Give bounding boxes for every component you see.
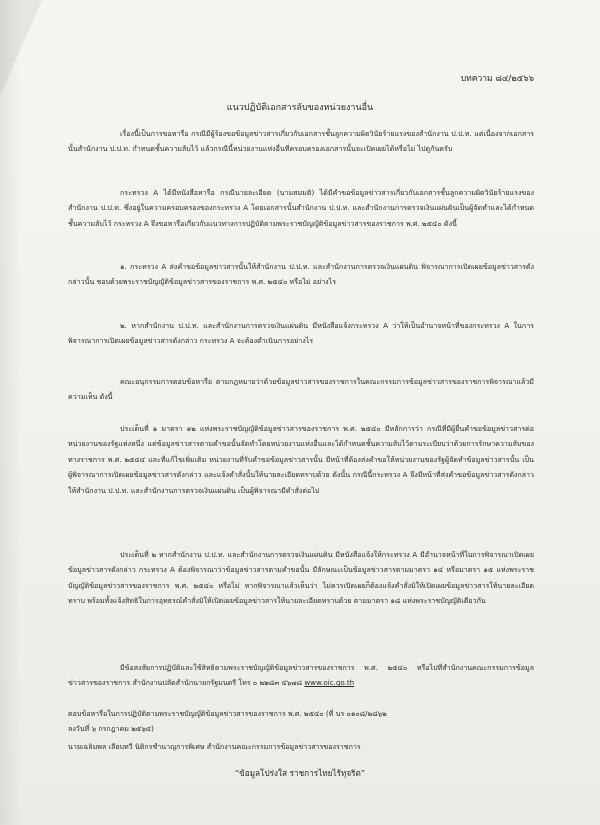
document-title: แนวปฏิบัติเอกสารลับของหน่วยงานอื่น xyxy=(226,103,374,113)
question-one-paragraph: ๑. กระทรวง A ส่งคำขอข้อมูลข่าวสารนั้นให้สำนักงาน ป.ป.ท. และสำนักงานการตรวจเงินแผ่นดิน พิจารณาการเปิดเผยข้อมูลข่าวสารดังกล่าวนั้น ชอบด้วยพระราชบัญญัติข้อมูลข่าวสารของราชการ พ.ศ. ๒๕๔๐ หรือไม่ อย่างไร xyxy=(68,262,534,287)
reference-line-2: ลงวันที่ ๖ กรกฎาคม ๒๕๖๔) xyxy=(68,724,154,734)
contact-phone: โทร ๐ ๒๒๘๓ ๔๖๗๘ xyxy=(238,678,303,688)
contact-paragraph xyxy=(68,660,534,691)
question-two-paragraph: ๒. หากสำนักงาน ป.ป.ท. และสำนักงานการตรวจเงินแผ่นดิน มีหนังสือแจ้งกระทรวง A ว่าให้เป็นอำนาจหน้าที่ของกระทรวง A ในการพิจารณาการเปิดเผยข้อมูลข่าวสารดังกล่าว กระทรวง A จะต้องดำเนินการอย่างไร xyxy=(68,321,534,346)
slogan: “ข้อมูลโปร่งใส ราชการไทยไร้ทุจริต” xyxy=(234,768,366,778)
author-line: นายเฉลิมพล เลียบทวี นิติกรชำนาญการพิเศษ สำนักงานคณะกรรมการข้อมูลข่าวสารของราชการ xyxy=(68,742,361,751)
reference-paragraph xyxy=(68,706,534,737)
contact-text: มีข้อสงสัยการปฏิบัติและใช้สิทธิตามพระราชบัญญัติข้อมูลข่าวสารของราชการ พ.ศ. ๒๕๔๐ หรือไปที่สำนักงานคณะกรรมการข้อมูลข่าวสารของราชการ สำนักงานปลัดสำนักนายกรัฐมนตรี xyxy=(68,663,534,688)
issue-one-paragraph: ประเด็นที่ ๑ มาตรา ๑๒ แห่งพระราชบัญญัติข้อมูลข่าวสารของราชการ พ.ศ. ๒๕๔๐ มีหลักการว่า กรณีที่มีผู้ยื่นคำขอข้อมูลข่าวสารต่อหน่วยงานของรัฐแห่งหนึ่ง แต่ข้อมูลข่าวสารตามคำขอนั้นจัดทำโดยหน่วยงานแห่งอื่นและได้กำหนดชั้นความลับไว้ตามระเบียบว่าด้วยการรักษาความลับของทางราชการ พ.ศ. ๒๕๔๔ และที่แก้ไขเพิ่มเติม หน่วยงานที่รับคำขอข้อมูลข่าวสารนั้น มีหน้าที่ต้องส่งคำขอให้หน่วยงานของรัฐผู้จัดทำข้อมูลข่าวสารนั้น เป็นผู้พิจารณาการเปิดเผยข้อมูลข่าวสารดังกล่าว และแจ้งคำสั่งนั้นให้นายละเอียดทราบด้วย ดังนั้น กรณีนี้กระทรวง A จึงมีหน้าที่ส่งคำขอข้อมูลข่าวสารดังกล่าวให้สำนักงาน ป.ป.ท. และสำนักงานการตรวจเงินแผ่นดิน เป็นผู้พิจารณามีคำสั่งต่อไป xyxy=(68,424,534,495)
reference-line-1: ตอบข้อหารือในการปฏิบัติตามพระราชบัญญัติข้อมูลข่าวสารของราชการ พ.ศ. ๒๕๔๐ (ที่ นร ๐๑๐๘/๒๘๖๒ xyxy=(68,709,387,718)
intro-paragraph: เรื่องนี้เป็นการขอหารือ กรณีมีผู้ร้องขอข้อมูลข่าวสารเกี่ยวกับเอกสารชั้นลูกความผิดวินัยร้ายแรงของสำนักงาน ป.ป.ท. แต่เนื่องจากเอกสารนั้นสำนักงาน ป.ป.ท. กำหนดชั้นความลับไว้ แล้วกรณีนี้หน่วยงานแห่งอื่นที่ครอบครองเอกสารนั้นจะเปิดเผยได้หรือไม่ ไปดูกันครับ xyxy=(68,129,534,154)
article-number: บทความ ๘๔/๒๕๖๖ xyxy=(460,74,534,84)
committee-opinion-paragraph: คณะอนุกรรมการตอบข้อหารือ ตามกฎหมายว่าด้วยข้อมูลข่าวสารของราชการในคณะกรรมการข้อมูลข่าวสารของราชการพิจารณาแล้วมีความเห็น ดังนี้ xyxy=(68,377,534,402)
issue-two-paragraph: ประเด็นที่ ๒ หากสำนักงาน ป.ป.ท. และสำนักงานการตรวจเงินแผ่นดิน มีหนังสือแจ้งให้กระทรวง A มีอำนาจหน้าที่ในการพิจารณาเปิดเผยข้อมูลข่าวสารดังกล่าว กระทรวง A ต้องพิจารณาว่าข้อมูลข่าวสารตามคำขอนั้น มีลักษณะเป็นข้อมูลข่าวสารตามมาตรา ๑๔ หรือมาตรา ๑๕ แห่งพระราชบัญญัติข้อมูลข่าวสารของราชการ พ.ศ. ๒๕๔๐ หรือไม่ หากพิจารณาแล้วเห็นว่า ไม่ควรเปิดเผยก็ต้องแจ้งคำสั่งมิให้เปิดเผยข้อมูลข่าวสารให้นายละเอียดทราบ พร้อมทั้งแจ้งสิทธิในการอุทธรณ์คำสั่งมิให้เปิดเผยข้อมูลข่าวสารให้นายละเอียดทราบด้วย ตามมาตรา ๑๘ แห่งพระราชบัญญัติเดียวกัน xyxy=(68,550,534,606)
website-link[interactable]: www.oic.go.th xyxy=(304,678,355,688)
page-shadow xyxy=(0,0,22,825)
background-paragraph: กระทรวง A ได้มีหนังสือหารือ กรณีนายละเอียด (นามสมมติ) ได้มีคำขอข้อมูลข่าวสารเกี่ยวกับเอกสารชั้นลูกความผิดวินัยร้ายแรงของสำนักงาน ป.ป.ท. ซึ่งอยู่ในความครอบครองของกระทรวง A โดยเอกสารนั้นสำนักงาน ป.ป.ท. และสำนักงานการตรวจเงินแผ่นดินเป็นผู้จัดทำและได้กำหนดชั้นความลับไว้ กระทรวง A จึงขอหารือเกี่ยวกับแนวทางการปฏิบัติตามพระราชบัญญัติข้อมูลข่าวสารของราชการ พ.ศ. ๒๕๔๐ ดังนี้ xyxy=(68,188,534,228)
